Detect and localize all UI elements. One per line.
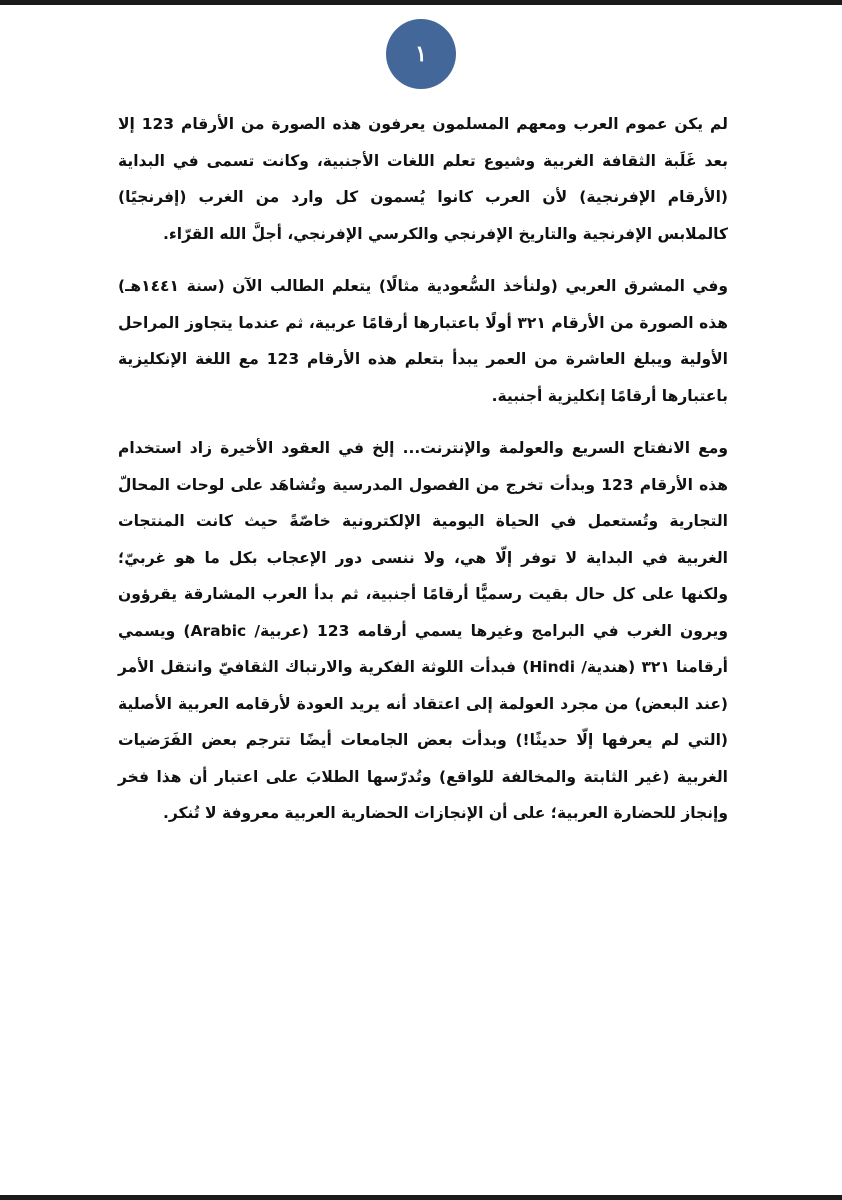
paragraph-1: لم يكن عموم العرب ومعهم المسلمون يعرفون هذه الصورة من الأرقام 123 إلا بعد غَلَبة الثقافة الغربية وشيوع تعلم اللغات الأجنبية، وكانت تسمى في البداية (الأرقام الإفرنجية) لأن العرب كانوا يُسمون كل وارد من الغرب (إفرنجيًا) كالملابس الإفرنجية والتاريخ الإفرنجي والكرسي الإفرنجي، أجلَّ الله القرّاء.: [118, 115, 728, 243]
top-edge-bar: [0, 0, 842, 5]
bottom-edge-bar: [0, 1195, 842, 1200]
paragraph-2: وفي المشرق العربي (ولنأخذ السُّعودية مثالًا) يتعلم الطالب الآن (سنة ١٤٤١هـ) هذه الصورة من الأرقام ٣٢١ أولًا باعتبارها أرقامًا عربية، ثم عندما يتجاوز المراحل الأولية ويبلغ العاشرة من العمر يبدأ بتعلم هذه الأرقام 123 مع اللغة الإنكليزية باعتبارها أرقامًا إنكليزية أجنبية.: [118, 277, 728, 405]
document-body: [118, 106, 728, 848]
page-number: ١: [415, 41, 427, 67]
page-number-badge: [386, 19, 456, 89]
paragraph-3: ومع الانفتاح السريع والعولمة والإنترنت... إلخ في العقود الأخيرة زاد استخدام هذه الأرقام 123 وبدأت تخرج من الفصول المدرسية وتُشاهَد على لوحات المحالّ التجارية وتُستعمل في الحياة اليومية الإلكترونية خاصّةً حيث كانت المنتجات الغربية في البداية لا توفر إلّا هي، ولا ننسى دور الإعجاب بكل ما هو غربيّ؛ ولكنها على كل حال بقيت رسميًّا أرقامًا أجنبية، ثم بدأ العرب المشارقة يقرؤون ويرون الغرب في البرامج وغيرها يسمي أرقامه 123 (عربية/ Arabic) ويسمي أرقامنا ٣٢١ (هندية/ Hindi) فبدأت اللوثة الفكرية والارتباك الثقافيّ وانتقل الأمر (عند البعض) من مجرد العولمة إلى اعتقاد أنه يريد العودة لأرقامه العربية الأصلية (التي لم يعرفها إلّا حديثًا!) وبدأت بعض الجامعات أيضًا تترجم بعض الفَرَضيات الغربية (غير الثابتة والمخالفة للواقع) وتُدرّسها الطلابَ على اعتبار أن هذا فخر وإنجاز للحضارة العربية؛ على أن الإنجازات الحضارية العربية معروفة لا تُنكر.: [118, 439, 728, 822]
